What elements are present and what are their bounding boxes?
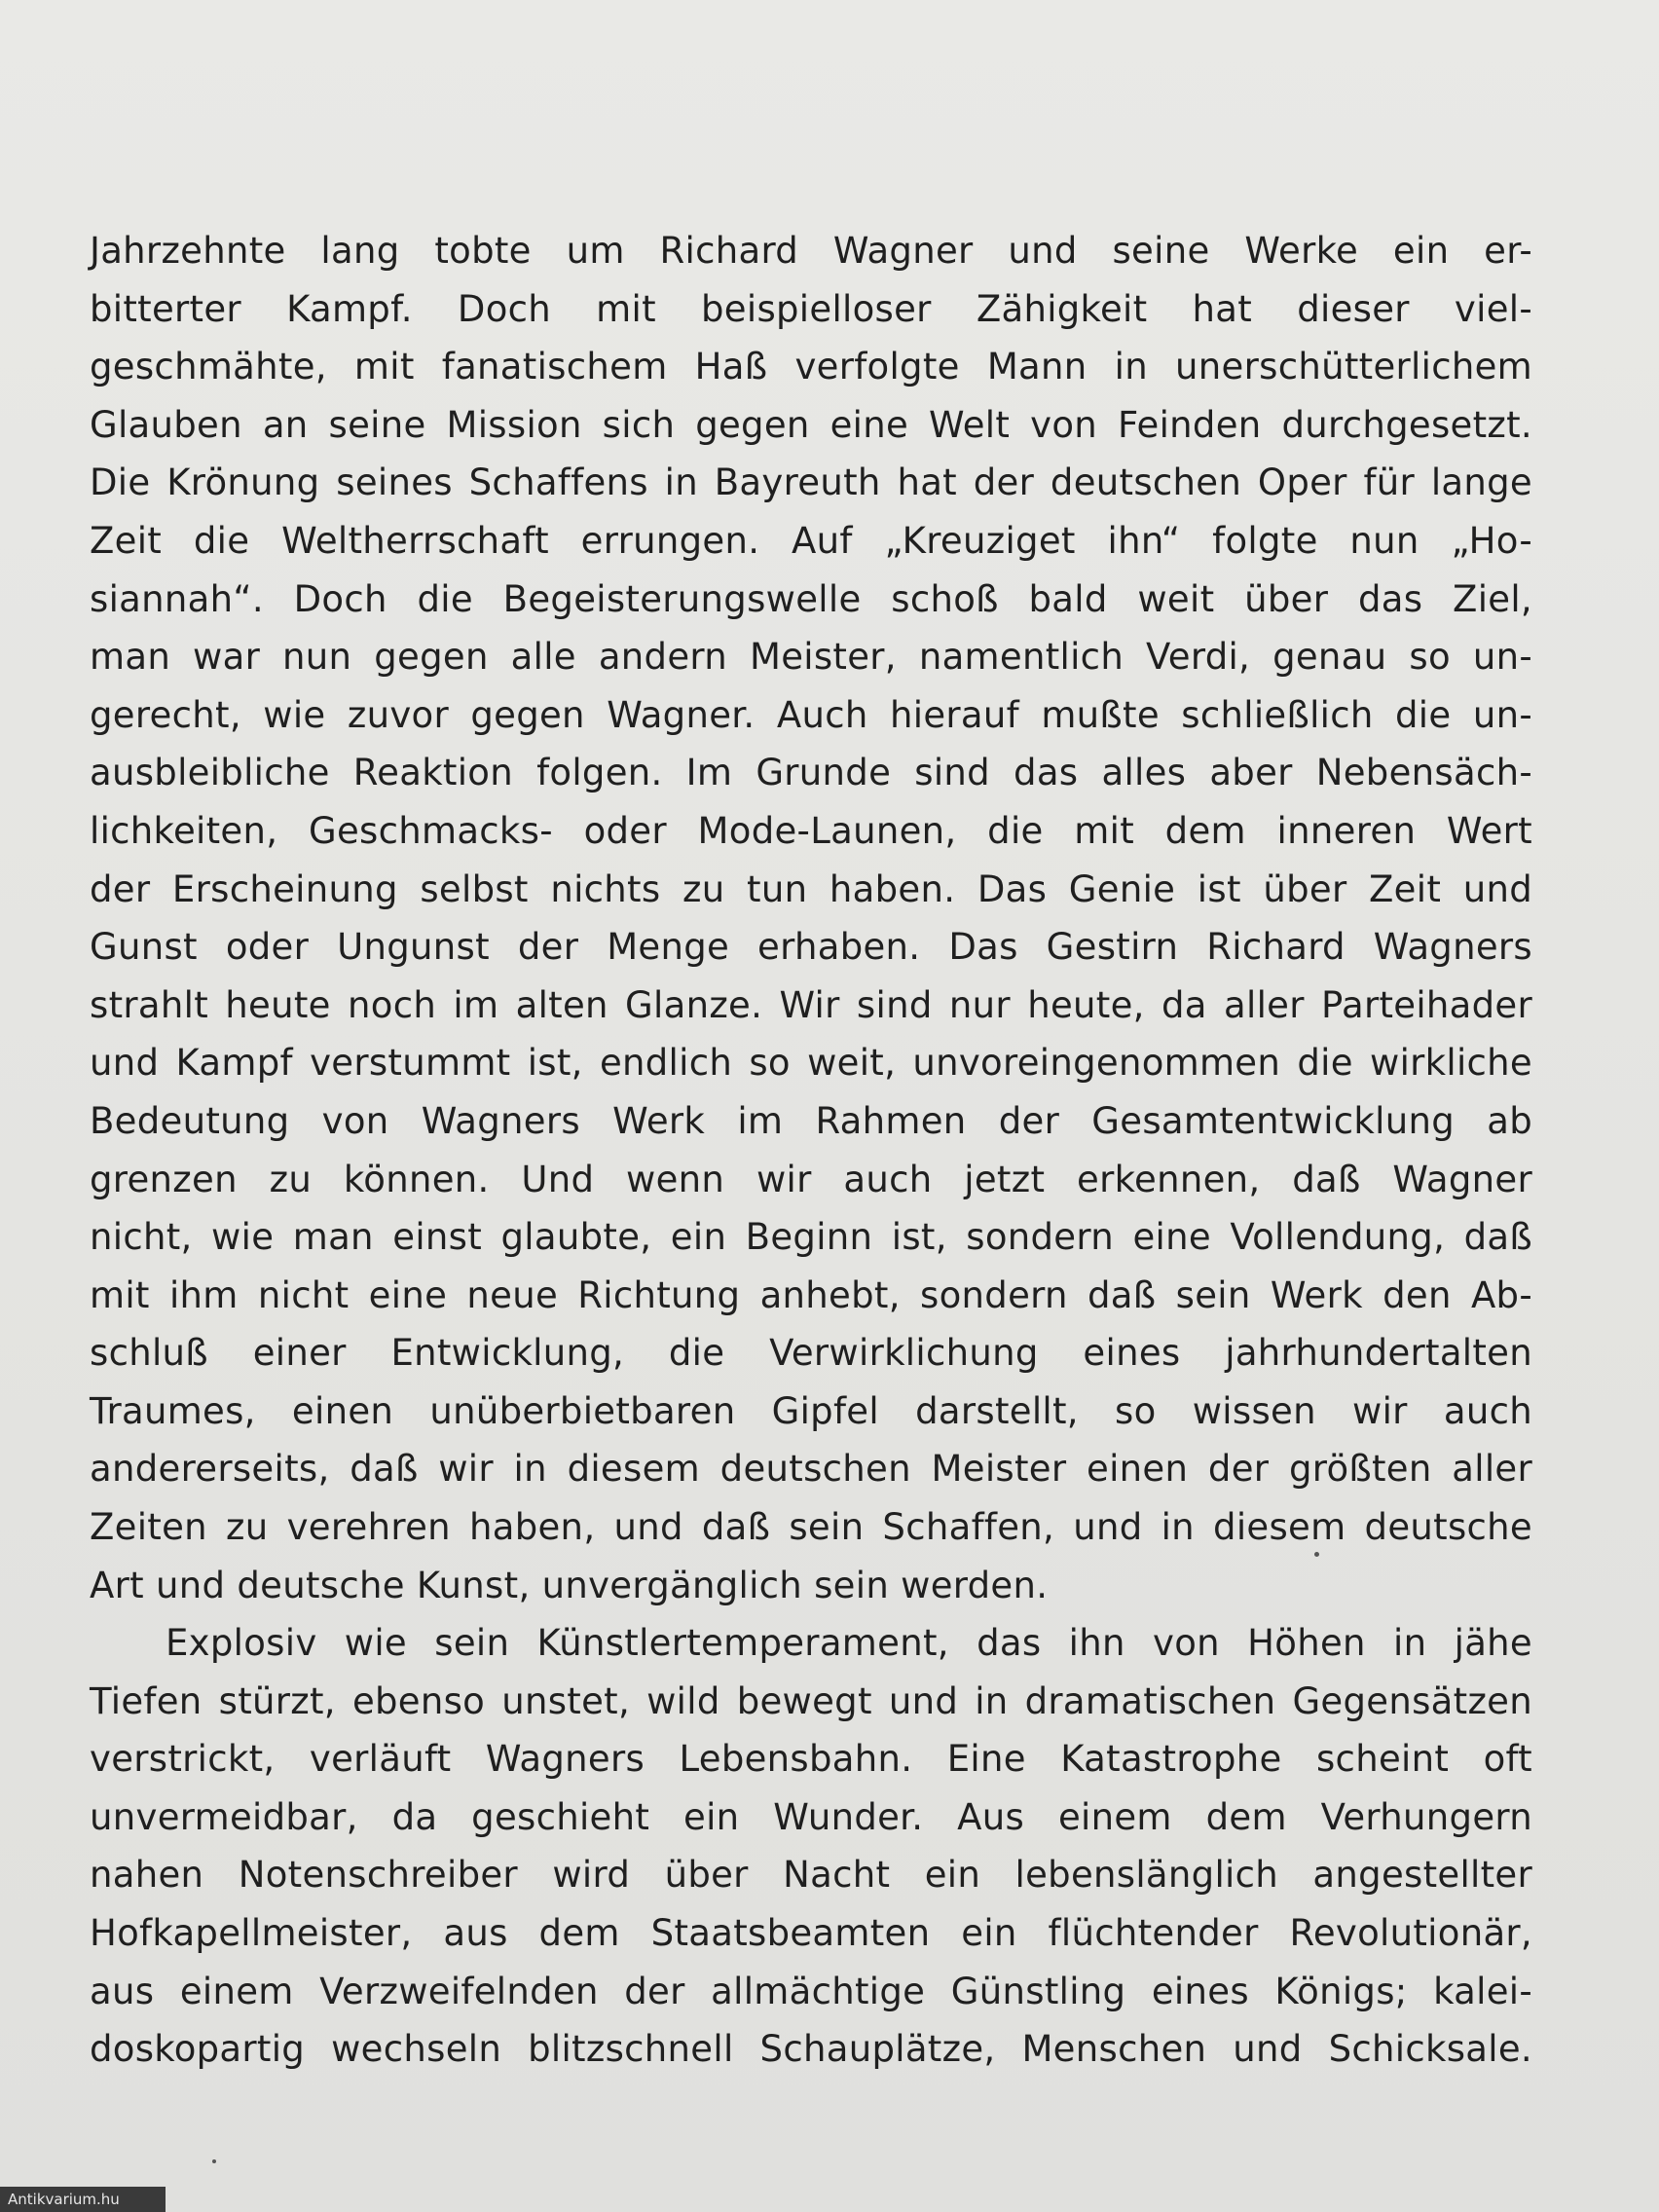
text-line: der Erscheinung selbst nichts zu tun haben. Das Genie ist über Zeit und: [90, 867, 1532, 910]
text-line: Zeiten zu verehren haben, und daß sein Schaffen, und in diesem deutsche: [90, 1506, 1532, 1549]
text-line: man war nun gegen alle andern Meister, namentlich Verdi, genau so un-: [90, 636, 1532, 679]
text-line: nicht, wie man einst glaubte, ein Beginn ist, sondern eine Vollendung, daß: [90, 1216, 1532, 1259]
text-line: siannah“. Doch die Begeisterungswelle schoß bald weit über das Ziel,: [90, 577, 1532, 620]
text-line: ausbleibliche Reaktion folgen. Im Grunde sind das alles aber Nebensäch-: [90, 752, 1532, 794]
text-line: Gunst oder Ungunst der Menge erhaben. Das Gestirn Richard Wagners: [90, 926, 1532, 969]
text-line: nahen Notenschreiber wird über Nacht ein lebenslänglich angestellter: [90, 1854, 1532, 1897]
text-line: strahlt heute noch im alten Glanze. Wir sind nur heute, da aller Parteihader: [90, 983, 1532, 1026]
text-line: bitterter Kampf. Doch mit beispielloser Zähigkeit hat dieser viel-: [90, 287, 1532, 330]
text-line: Explosiv wie sein Künstlertemperament, das ihn von Höhen in jähe: [166, 1622, 1532, 1664]
print-speck: [1314, 1552, 1319, 1557]
text-line: Zeit die Weltherrschaft errungen. Auf „Kreuziget ihn“ folgte nun „Ho-: [90, 519, 1532, 562]
text-line: lichkeiten, Geschmacks- oder Mode-Launen, die mit dem inneren Wert: [90, 809, 1532, 852]
text-line: Hofkapellmeister, aus dem Staatsbeamten ein flüchtender Revolutionär,: [90, 1911, 1532, 1954]
text-line: Bedeutung von Wagners Werk im Rahmen der Gesamtentwicklung ab: [90, 1099, 1532, 1142]
text-line: verstrickt, verläuft Wagners Lebensbahn. Eine Katastrophe scheint oft: [90, 1738, 1532, 1781]
text-line: Die Krönung seines Schaffens in Bayreuth hat der deutschen Oper für lange: [90, 461, 1532, 504]
watermark: Antikvarium.hu: [0, 2187, 166, 2212]
text-line: schluß einer Entwicklung, die Verwirklichung eines jahrhundertalten: [90, 1332, 1532, 1375]
text-line: geschmähte, mit fanatischem Haß verfolgte Mann in unerschütterlichem: [90, 346, 1532, 388]
text-line: doskopartig wechseln blitzschnell Schauplätze, Menschen und Schicksale.: [90, 2028, 1532, 2071]
text-line: gerecht, wie zuvor gegen Wagner. Auch hierauf mußte schließlich die un-: [90, 693, 1532, 736]
text-line: mit ihm nicht eine neue Richtung anhebt, sondern daß sein Werk den Ab-: [90, 1273, 1532, 1316]
text-line: unvermeidbar, da geschieht ein Wunder. Aus einem dem Verhungern: [90, 1795, 1532, 1838]
text-line: und Kampf verstummt ist, endlich so weit, unvoreingenommen die wirkliche: [90, 1042, 1532, 1085]
text-line: Tiefen stürzt, ebenso unstet, wild bewegt und in dramatischen Gegensätzen: [90, 1679, 1532, 1722]
text-line: aus einem Verzweifelnden der allmächtige Günstling eines Königs; kalei-: [90, 1970, 1532, 2012]
text-line: Glauben an seine Mission sich gegen eine Welt von Feinden durchgesetzt.: [90, 403, 1532, 446]
print-speck: [212, 2159, 216, 2163]
text-line: grenzen zu können. Und wenn wir auch jetzt erkennen, daß Wagner: [90, 1158, 1532, 1200]
text-line: Traumes, einen unüberbietbaren Gipfel darstellt, so wissen wir auch: [90, 1389, 1532, 1432]
paragraph-1: [90, 222, 1532, 1614]
paragraph-2: [90, 1614, 1532, 2079]
text-line: Jahrzehnte lang tobte um Richard Wagner und seine Werke ein er-: [90, 230, 1532, 272]
text-line: Art und deutsche Kunst, unvergänglich sein werden.: [90, 1564, 1049, 1606]
text-line: andererseits, daß wir in diesem deutschen Meister einen der größten aller: [90, 1448, 1532, 1491]
